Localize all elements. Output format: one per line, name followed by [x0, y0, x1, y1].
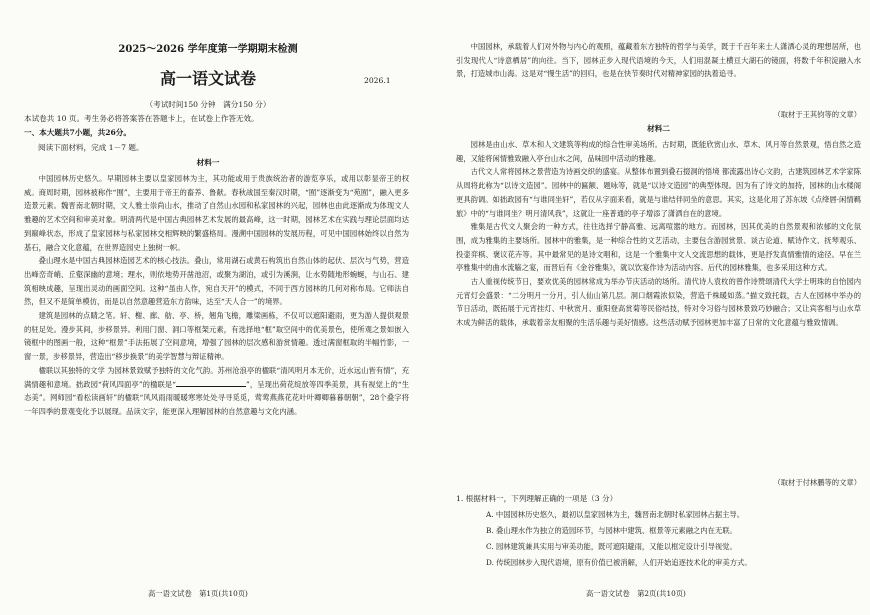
m1-paragraph-1: 中国园林历史悠久。早期园林主要以皇家园林为主，其功能或用于贵族统治者的游览享乐，或用以彰显帝王的权威。商周时期，园林被称作“囿”，主要用于帝王的畜养、鲁献。春秋战国至秦汉时期，“囿”逐渐变为“苑囿”，融入更多造景元素。魏晋南北朝时期，文人雅士崇尚山水，推动了自然山水园和私家园林的兴起，园林也由此逐渐成为体现文人雅趣的艺术空间和审美对象。明清两代是中国古典园林艺术发展的最高峰，这一时期，园林艺术在实践与理论层面均达到巅峰状态，形成了皇家园林与私家园林交相辉映的繁盛格局。漫溯中国园林的发展历程，可见中国园林始终以自然为基石，融合文化意蕴，在世界造园史上独树一帜。: [24, 174, 409, 252]
exam-title: 高一语文试卷: [159, 69, 256, 88]
exam-date: 2026.1: [364, 76, 391, 85]
question-1-option-c[interactable]: C. 园林建筑兼具实用与审美功能，既可遮阳避雨，又能以框定设计引导视觉。: [486, 542, 737, 551]
source-two: （取材于付林鹏等的文章）: [773, 478, 861, 487]
material-two-title: 材料二: [647, 124, 670, 133]
source-one: （取材于王其钧等的文章）: [773, 110, 861, 119]
r-paragraph-4: 雅集是古代文人聚会的一种方式，往往选择宁静高雅、远离喧嚣的地方。而园林，因其优美的自然景观和浓郁的文化氛围，成为雅集的主要场所。园林中的雅集，是一种综合性的文艺活动，主要包含游园赏景、谈古论道、赋诗作文、抚琴观乐、投壶弈棋、褒议花卉等。其中最常见的是诗文唱和，这是一个雅集中文人交流思想的载体，更是抒发真情雅情的途径。早在兰亭雅集中的曲水流觞之宴，而晋后有《金谷雅集》，就以饮宴作诗为活动内容。后代的园林雅集，也多采用这种方式。: [456, 222, 861, 273]
r-paragraph-1: 中国园林，承载着人们对外物与内心的观照，蕴藏着东方独特的哲学与美学，既于千百年来士人潇洒心灵的理想居所，也引发现代人“诗意栖居”的向往。当下，园林正步入现代语境的今天，人们用混凝土横亘大湖石的镜面，将数千年积淀融入水景，打造城市山海。这是对“慢生活”的回归，也是在快节奏时代对精神家园的执着追寻。: [456, 42, 861, 79]
page-one: [8, 0, 428, 615]
page-two: [446, 0, 866, 615]
question-1-stem: 1. 根据材料一，下列理解正确的一项是（3 分）: [456, 494, 618, 503]
m1-paragraph-3: 建筑是园林的点睛之笔。轩、榭、廊、舫、亭、桥，翘角飞檐，雕梁画栋，不仅可以遮阳避雨，更为游人提供观景的驻足处。漫步其间，步移景异。利用门窗、洞口等框架元素，有选择地“框”取空间中的优美景色，使所观之景如嵌入镜框中的图画一般，这种“框景”手法拓展了空间意境，增强了园林的层次感和游赏情趣。透过满窗框取的半幅竹影，一窗一景，步移景异，营造出“移步换景”的美学智慧与辩证精神。: [24, 311, 409, 362]
question-1-option-a[interactable]: A. 中国园林历史悠久，最初以皇家园林为主，魏晋南北朝时私家园林占据主导。: [486, 510, 744, 519]
question-1-option-b[interactable]: B. 叠山理水作为独立的造园环节，与园林中建筑、框景等元素融之内在无联。: [486, 526, 737, 535]
m1-paragraph-4: [24, 364, 409, 419]
r-paragraph-5: 古人重视传统节日，要欢优美的园林常成为举办节庆活动的场所。清代诗人袁枚的曾作诗赞颂清代大学士明珠的自怡园内元宵灯会盛景：“二分明月一分月，引人仙山第几层。洞口烟霞浓似染，营造千株暖如蒸。”描文致托载，古人在园林中举办的节日活动，既拓展于元宵挂灯、中秋赏月、重阳登高赏菊等民俗结技，特对令习俗与园林景致巧妙融合；又让宾客相与山水草木成为鲜活的载体，承载着亲友相聚的生活乐趣与美好情感。这些活动赋予园林更加丰富了日常的文化意蕴与雅致情调。: [456, 277, 861, 328]
m1-paragraph-2: 叠山理水是中国古典园林造园艺术的核心技法。叠山，常用湖石或黄石构筑出自然山体的起伏、层次与气势，营造出峰峦奇峭、丘壑深幽的意境；理水，则依地势开凿池沼，或聚为湖泊，或引为溪涧，让水势随地形蜿蜒，与山石、建筑相映成趣，呈现出灵动的画面空间。这种“虽由人作，宛自天开”的模式，不同于西方园林的几何对称布局。它师法自然，但又不是简单模仿，而是以自然意趣营造东方韵味，达至“天人合一”的境界。: [24, 256, 409, 307]
m1-paragraph-4-a: 楹联以其独特的文学 为园林景致赋予独特的文化气韵。苏州沧浪亭的楹联“清风明月本无价，近水远山皆有情”，充满情趣和意境。拙政园“荷风四面亭”的楹联是“: [24, 365, 409, 389]
r-paragraph-2: 园林是由山水、草木和人文建筑等构成的综合性审美场所。古时期，既能欣赏山水、草木、风月等自然景观，悟自然之造趣，又能将闲情雅致融入亭台山水之间，品味园中活动的雅趣。: [456, 140, 861, 163]
material-one-body: [24, 172, 409, 419]
r-paragraph-3: 古代文人常将园林之景营造为诗画交织的盛宴。从整体布置到叠石掇洞的悟境 都流露出诗心文韵，古建筑园林艺术学家陈从周将此称为“以诗文造园”。园林中的匾额、题咏等，就是“以诗文造园”的典型体现。因为有了诗文的加持，园林的山水楼阁更具韵调。如拙政园有“与谁同坐轩”，若仅从字面来看，就是与谁结伴同坐的意思。其实，这是化用了苏东坡《点绛唇·闲情羁旅》中的“与谁同坐？明月清风我”，这就让一座普通的亭子增添了潇洒自在的意境。: [456, 167, 861, 218]
reading-instructions: 阅读下面材料，完成 1－7 题。: [38, 143, 144, 152]
page-footer-1: 高一语文试卷 第1页(共10页): [148, 589, 248, 598]
material-one-title: 材料一: [196, 158, 220, 167]
page-footer-2: 高一语文试卷 第2页(共10页): [586, 589, 686, 598]
section-one-heading: 一、本大题共7小题，共26分。: [24, 128, 131, 137]
m1-paragraph-4-b: ”，呈现出荷花绽放等四季美景，具有视觉上的“生态美”。网师园“看松读画轩”的楹联“风风雨雨暖暖寒寒处处寻寻觅觅，莺莺燕燕花花叶叶卿卿暮暮朝朝”，28个叠字将一年四季的景观变化予以展现。品读文字，能更深入理解园林的自然意趣与文化内涵。: [24, 379, 409, 416]
exam-header: 2025～2026 学年度第一学期期末检测: [118, 44, 298, 55]
material-one-continued: [456, 40, 861, 81]
notice: 本试卷共 10 页。考生务必将答案答在答题卡上，在试卷上作答无效。: [24, 114, 259, 123]
question-1-option-d[interactable]: D. 传统园林步入现代语境，原有价值已被消解，人们开始追逐技术化的审美方式。: [486, 558, 752, 567]
exam-info: （考试时间150 分钟 满分150 分）: [145, 100, 271, 109]
fill-in-blank: [176, 378, 246, 387]
material-two-body: [456, 138, 861, 330]
